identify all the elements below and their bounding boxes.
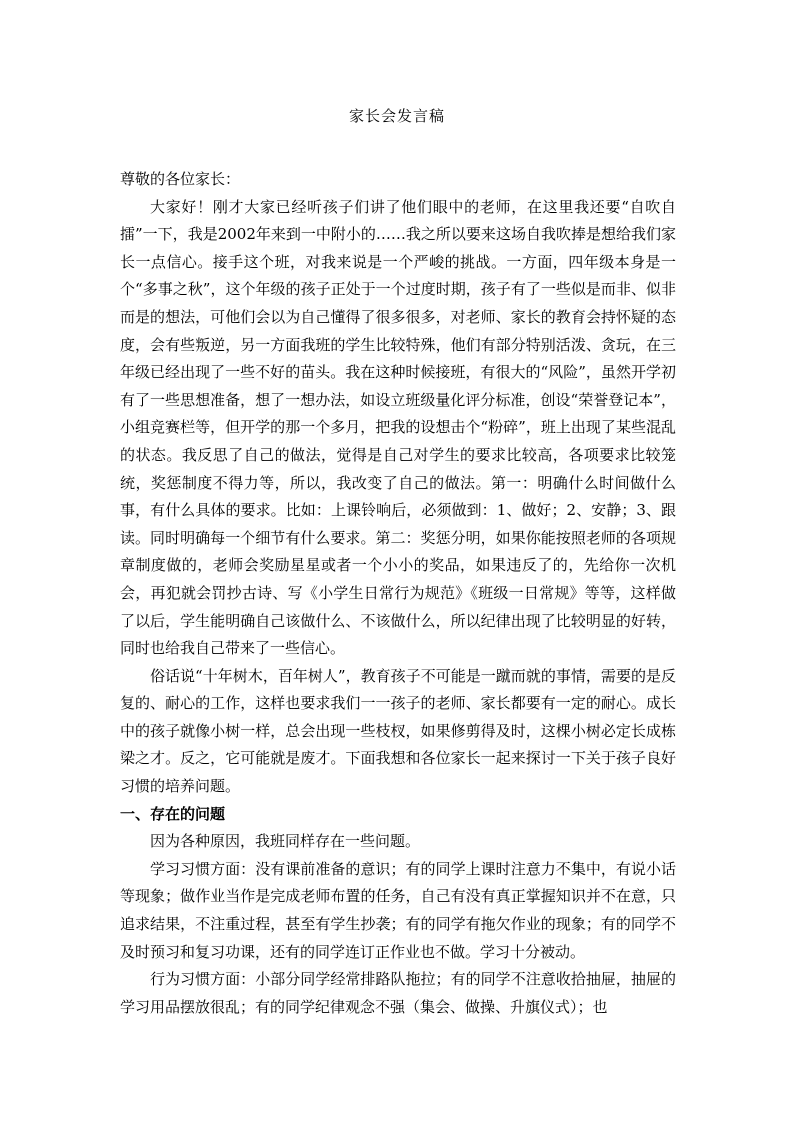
section-paragraph-3: 行为习惯方面：小部分同学经常排路队拖拉；有的同学不注意收拾抽屉，抽屉的学习用品摆放很乱；有的同学纪律观念不强（集会、做操、升旗仪式）；也 <box>120 970 676 1016</box>
paragraph-1: 大家好！刚才大家已经听孩子们讲了他们眼中的老师，在这里我还要“自吹自擂”一下，我是2002年来到一中附小的……我之所以要来这场自我吹捧是想给我们家长一点信心。接手这个班，对我来说是一个严峻的挑战。一方面，四年级本身是一个“多事之秋”，这个年级的孩子正处于一个过度时期，孩子有了一些似是而非、似非而是的想法，可他们会以为自己懂得了很多很多，对老师、家长的教育会持怀疑的态度，会有些叛逆，另一方面我班的学生比较特殊，他们有部分特别活泼、贪玩，在三年级已经出现了一些不好的苗头。我在这种时候接班，有很大的“风险”，虽然开学初有了一些思想准备，想了一想办法，如设立班级量化评分标准，创设“荣誉登记本”，小组竞赛栏等，但开学的那一个多月，把我的设想击个“粉碎”，班上出现了某些混乱的状态。我反思了自己的做法，觉得是自己对学生的要求比较高，各项要求比较笼统，奖惩制度不得力等，所以，我改变了自己的做法。第一：明确什么时间做什么事，有什么具体的要求。比如：上课铃响后，必须做到：1、做好；2、安静；3、跟读。同时明确每一个细节有什么要求。第二：奖惩分明，如果你能按照老师的各项规章制度做的，老师会奖励星星或者一个小小的奖品，如果违反了的，先给你一次机会，再犯就会罚抄古诗、写《小学生日常行为规范》《班级一日常规》等等，这样做了以后，学生能明确自己该做什么、不该做什么，所以纪律出现了比较明显的好转，同时也给我自己带来了一些信心。 <box>120 197 676 658</box>
section-paragraph-2: 学习习惯方面：没有课前准备的意识；有的同学上课时注意力不集中，有说小话等现象；做作业当作是完成老师布置的任务，自己有没有真正掌握知识并不在意，只追求结果，不注重过程，甚至有学生抄袭；有的同学有拖欠作业的现象；有的同学不及时预习和复习功课，还有的同学连订正作业也不做。学习十分被动。 <box>120 859 676 961</box>
section-paragraph-1: 因为各种原因，我班同样存在一些问题。 <box>150 832 421 851</box>
greeting: 尊敬的各位家长： <box>120 170 241 188</box>
document-body <box>120 166 676 1021</box>
document-title: 家长会发言稿 <box>348 107 445 125</box>
section-heading: 一、存在的问题 <box>120 804 226 823</box>
paragraph-2: 俗话说“十年树木，百年树人”，教育孩子不可能是一蹴而就的事情，需要的是反复的、耐心的工作，这样也要求我们一一孩子的老师、家长都要有一定的耐心。成长中的孩子就像小树一样，总会出现一些枝杈，如果修剪得及时，这棵小树必定长成栋梁之才。反之，它可能就是废才。下面我想和各位家长一起来探讨一下关于孩子良好习惯的培养问题。 <box>120 666 676 796</box>
